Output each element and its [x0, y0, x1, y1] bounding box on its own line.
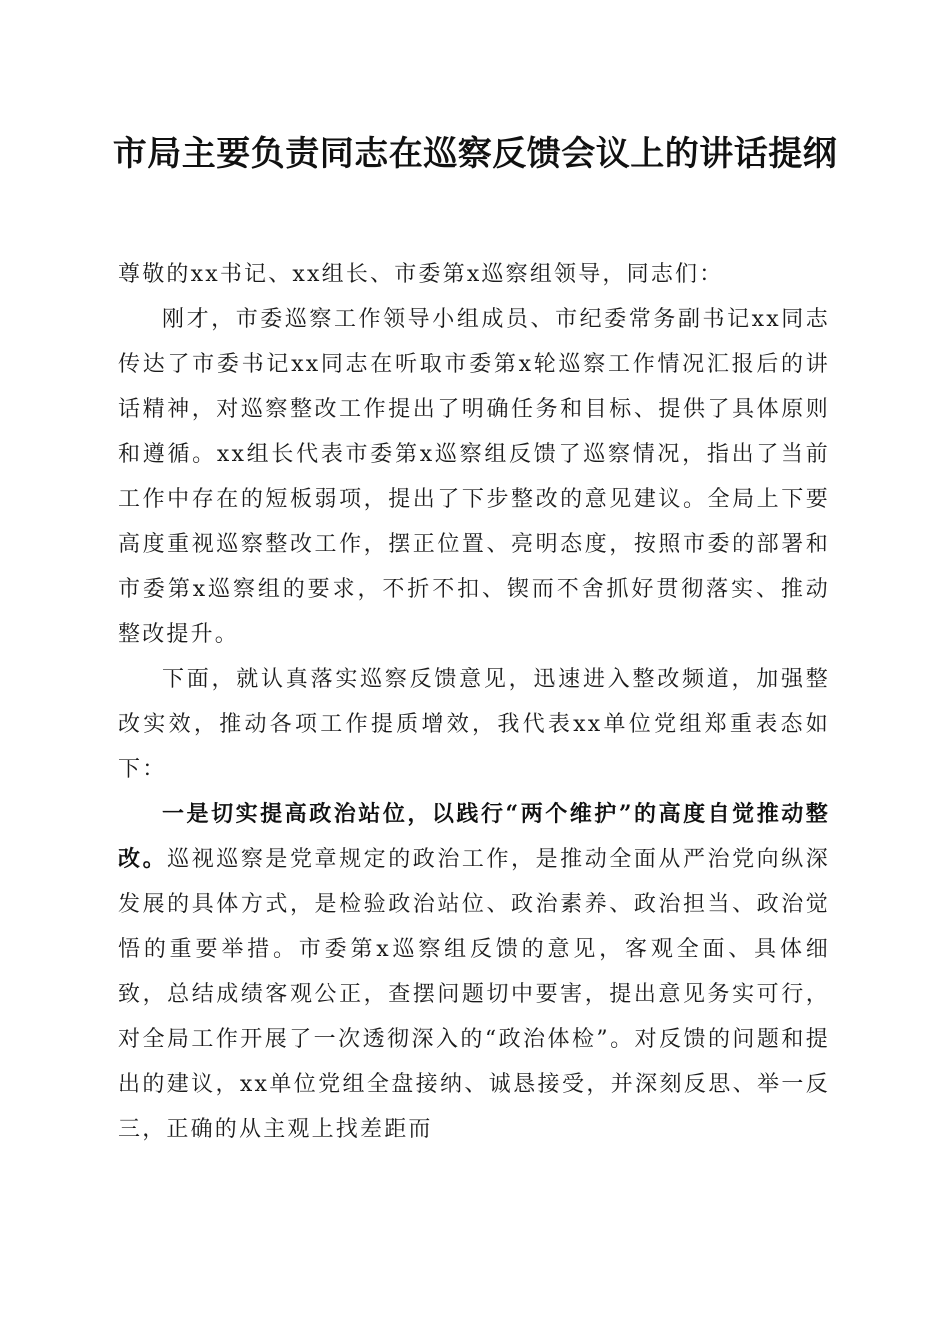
paragraph-point-one [118, 792, 830, 1152]
point-one-heading: 一是切实提高政治站位，以践行“两个维护”的高度自觉推动整改。 [118, 801, 830, 872]
document-title: 市局主要负责同志在巡察反馈会议上的讲话提纲 [112, 134, 838, 174]
paragraph-transition: 下面，就认真落实巡察反馈意见，迅速进入整改频道，加强整改实效，推动各项工作提质增效，我代表xx单位党组郑重表态如下： [118, 667, 830, 782]
document-body [118, 252, 830, 1152]
salutation: 尊敬的xx书记、xx组长、市委第x巡察组领导，同志们： [118, 262, 724, 287]
point-one-text: 巡视巡察是党章规定的政治工作，是推动全面从严治党向纵深发展的具体方式，是检验政治站位、政治素养、政治担当、政治觉悟的重要举措。市委第x巡察组反馈的意见，客观全面、具体细致，总结成绩客观公正，查摆问题切中要害，提出意见务实可行，对全局工作开展了一次透彻深入的“政治体检”。对反馈的问题和提出的建议，xx单位党组全盘接纳、诚恳接受，并深刻反思、举一反三，正确的从主观上找差距而 [118, 847, 831, 1142]
paragraph-opening: 刚才，市委巡察工作领导小组成员、市纪委常务副书记xx同志传达了市委书记xx同志在听取市委第x轮巡察工作情况汇报后的讲话精神，对巡察整改工作提出了明确任务和目标、提供了具体原则和遵循。xx组长代表市委第x巡察组反馈了巡察情况，指出了当前工作中存在的短板弱项，提出了下步整改的意见建议。全局上下要高度重视巡察整改工作，摆正位置、亮明态度，按照市委的部署和市委第x巡察组的要求，不折不扣、锲而不舍抓好贯彻落实、推动整改提升。 [118, 307, 830, 647]
